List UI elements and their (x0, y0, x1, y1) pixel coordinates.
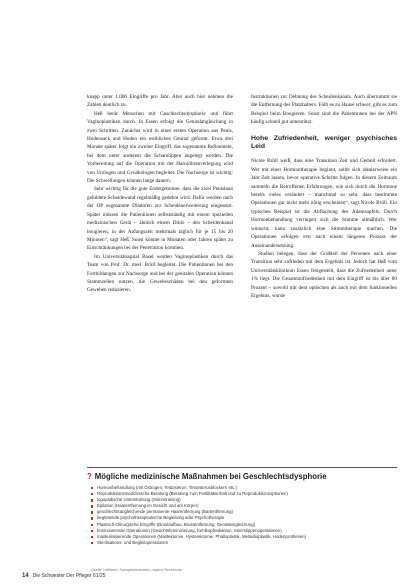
info-box-title (87, 472, 397, 481)
list-item: Reproduktionsmedizinische Beratung (Beratung zum Fertilitätserhalt und zu Reproduktionsoptionen) (91, 491, 391, 497)
paragraph: knapp unter 1.000 Eingriffe pro Jahr. Aber auch hier nehmen die Zahlen deutlich zu. (87, 94, 233, 109)
article-column-left (87, 93, 233, 295)
article-column-right (251, 93, 397, 300)
right-column-intro (251, 93, 397, 127)
list-item: Epilation (Haarentfernung im Gesicht und am Körper) (91, 503, 391, 509)
box-divider-line (87, 467, 397, 468)
page-footer (22, 573, 106, 579)
list-item: Hormonbehandlung (mit Östrogen, Testosteron, Testosteronblockern etc.) (91, 485, 391, 491)
list-item: logopädische Unterstützung (Stimmtraining) (91, 497, 391, 503)
measures-list (91, 485, 391, 546)
paragraph: Nicole Brüll weiß, dass eine Transition Zeit und Geduld erfordert. Wer mit einer Hormontherapie beginnt, sollte sich idealerweise ein Jahr Zeit lassen, bevor operative Schritte folgen. In diesem Zeitraum sammeln die Betroffenen Erfahrungen, wie sich durch die Hormone bereits vieles verändert – manchmal so sehr, dass bestimmte Operationen gar nicht mehr nötig erscheinen“, sagt Nicole Brüll. Ein typisches Beispiel ist die Abflachung des Adamsapfels. Durch Hormonbehandlung verringert sich die Stimme allmählich. Wer wünscht, kann zusätzlich eine Stimmtherapie machen. Die Operationen erfolgen erst nach einem längeren Prozess der Auseinandersetzung. (251, 158, 397, 249)
right-column-body (251, 157, 397, 300)
info-box-title-text: Mögliche medizinische Maßnahmen bei Geschlechtsdysphorie (94, 472, 327, 481)
page-number: 14 (22, 573, 29, 579)
paragraph: Studien belegen, dass der Großteil der Personen nach einer Transition sehr zufrieden mit dem Ergebnis ist. Jedoch hat Heß vom Universitätsklinikum Essen festgestellt, dass die Zufriedenheit unter 1% liegt. Die Gesamtzufriedenheit mit dem Eingriff ist bis über 80 Prozent – sowohl mit dem optischen als auch mit dem funktionellen Ergebnis, wurde (251, 250, 397, 299)
paragraph: Instruktionen zur Dehnung des Scheidenkanals. Auch übernimmt sie die Entfernung des Platzhalters. Fällt es zu Hause schwer, gibt es zum Beispiel beim Bougieren. Sonst sind die Patientinnen bei der APN häufig schnell gut unterstützt. (251, 94, 397, 126)
publication-name: Die Schwester Der Pfleger 61/25 (32, 573, 106, 579)
list-item: feminisierende Operationen (Gesichtsfeminisierung, Kehlkopfreduktion, Stimmlippenoperationen) (91, 528, 391, 534)
question-icon: ? (87, 472, 92, 481)
list-item: Plastisch-chirurgische Eingriffe (Brustaufbau, Brustentfernung, Genitalangleichung) (91, 522, 391, 528)
source-note: Quelle: Leitlinien, Fachgesellschaften, eigene Recherche (91, 568, 182, 572)
list-item: maskulinisierende Operationen (Mastektomie, Hysterektomie, Phalloplastik, Metaidioplastik, Hodenprothesen) (91, 534, 391, 540)
list-item: begleitende psychotherapeutische Begleitung oder Psychotherapie (91, 515, 391, 521)
list-item: Sterilisations- und Begleitoperationen (91, 540, 391, 546)
section-subheading: Hohe Zufriedenheit, weniger psychisches Leid (251, 134, 397, 151)
paragraph: Heß berät Menschen mit Geschlechtsdysphorie und führt Vaginoplastiken durch. In Essen erfolgt die Genitalangleichung in zwei Schritten. Zunächst wird in einer ersten Operation aus Penis, Hodensack und Hoden ein weibliches Genital geformt. Etwa drei Monate später folgt ein zweiter Eingriff, das sogenannte Refinement, bei dem unter anderem die Schamlippen angelegt werden. Die Vorbereitung auf die Operation mit der Harnröhrenverlegung wird von Urologen und Gynäkologen begleitet. Die Nachsorge ist wichtig: Die Schwellungen können lange dauern. (87, 110, 233, 185)
paragraph: Sehr wichtig für die gute Endergebnisse, dass die zwei Penishaut gebildete Scheidewand regelmäßig gedehnt wird. Dafür werden nach der OP sogenannte Dilatoren zur Scheidenerweiterung eingesetzt. Später müssen die Patientinnen selbstständig mit einem speziellen medizinischen Gerät – ähnlich einem Dildo – den Scheidenkanal bougieren, in der Anfangszeit mehrmals täglich für je 15 bis 20 Minuten“, sagt Heß. Sonst könnte in Monaten oder Jahren später zu Einschränkungen bei der Penetration kommen. (87, 186, 233, 252)
list-item: geschlechtsangleichende permanente Haarentfernung (Bartentfernung) (91, 509, 391, 515)
paragraph: Im Universitätsspital Basel werden Vaginoplastiken durch das Team von Prof. Dr. med. Brüll begleitet. Die Patientinnen bei den Fortbildungen zur Nachsorge und bei der genitalen Operation können Stammzellen nutzen, die Gewebeschäden bei den geformten Geweben reduzieren. (87, 253, 233, 294)
